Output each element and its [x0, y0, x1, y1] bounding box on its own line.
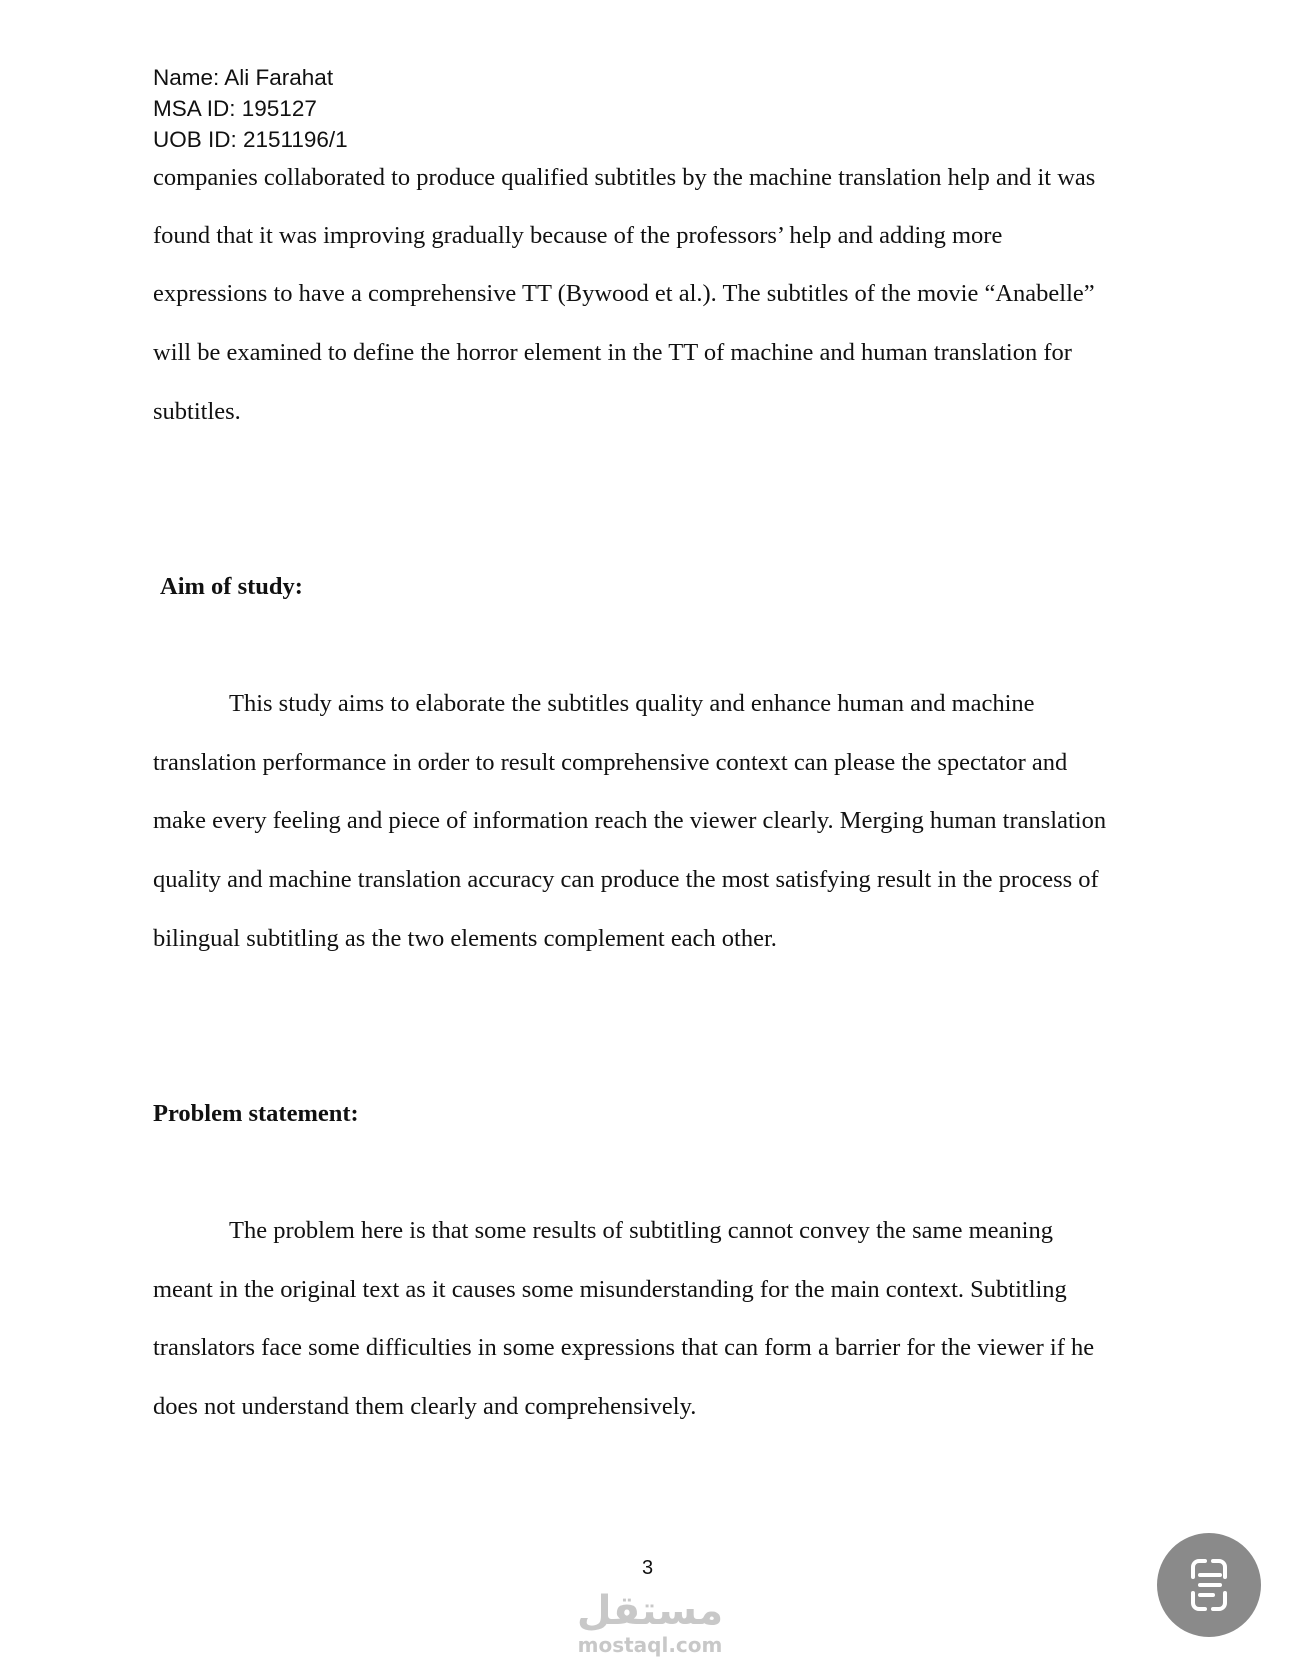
- student-info: [153, 62, 348, 155]
- body-line: does not understand them clearly and comprehensively.: [153, 1393, 697, 1420]
- body-line: expressions to have a comprehensive TT (Bywood et al.). The subtitles of the movie “Anabelle”: [153, 280, 1095, 307]
- body-line: will be examined to define the horror element in the TT of machine and human translation for: [153, 339, 1072, 366]
- problem-heading: Problem statement:: [153, 1100, 359, 1127]
- body-line: bilingual subtitling as the two elements complement each other.: [153, 925, 777, 952]
- watermark-logo: [570, 1588, 730, 1656]
- body-line: The problem here is that some results of subtitling cannot convey the same meaning: [229, 1217, 1053, 1244]
- watermark-latin: mostaql.com: [577, 1633, 723, 1657]
- body-line: subtitles.: [153, 398, 241, 425]
- body-line: quality and machine translation accuracy can produce the most satisfying result in the process of: [153, 866, 1099, 893]
- watermark-arabic: مستقل: [576, 1588, 724, 1634]
- aim-heading: Aim of study:: [160, 573, 303, 600]
- uob-id: UOB ID: 2151196/1: [153, 127, 348, 152]
- body-line: This study aims to elaborate the subtitles quality and enhance human and machine: [229, 690, 1035, 717]
- body-line: meant in the original text as it causes some misunderstanding for the main context. Subtitling: [153, 1276, 1067, 1303]
- msa-id: MSA ID: 195127: [153, 96, 317, 121]
- body-line: companies collaborated to produce qualified subtitles by the machine translation help and it was: [153, 164, 1096, 191]
- scan-text-icon: [1157, 1533, 1261, 1637]
- body-line: make every feeling and piece of information reach the viewer clearly. Merging human translation: [153, 807, 1107, 834]
- scan-text-button[interactable]: [1157, 1533, 1261, 1637]
- body-line: translation performance in order to result comprehensive context can please the spectator and: [153, 749, 1068, 776]
- body-line: found that it was improving gradually because of the professors’ help and adding more: [153, 222, 1003, 249]
- body-line: translators face some difficulties in some expressions that can form a barrier for the viewer if he: [153, 1334, 1095, 1361]
- page-number: 3: [642, 1557, 654, 1579]
- student-name: Name: Ali Farahat: [153, 65, 334, 90]
